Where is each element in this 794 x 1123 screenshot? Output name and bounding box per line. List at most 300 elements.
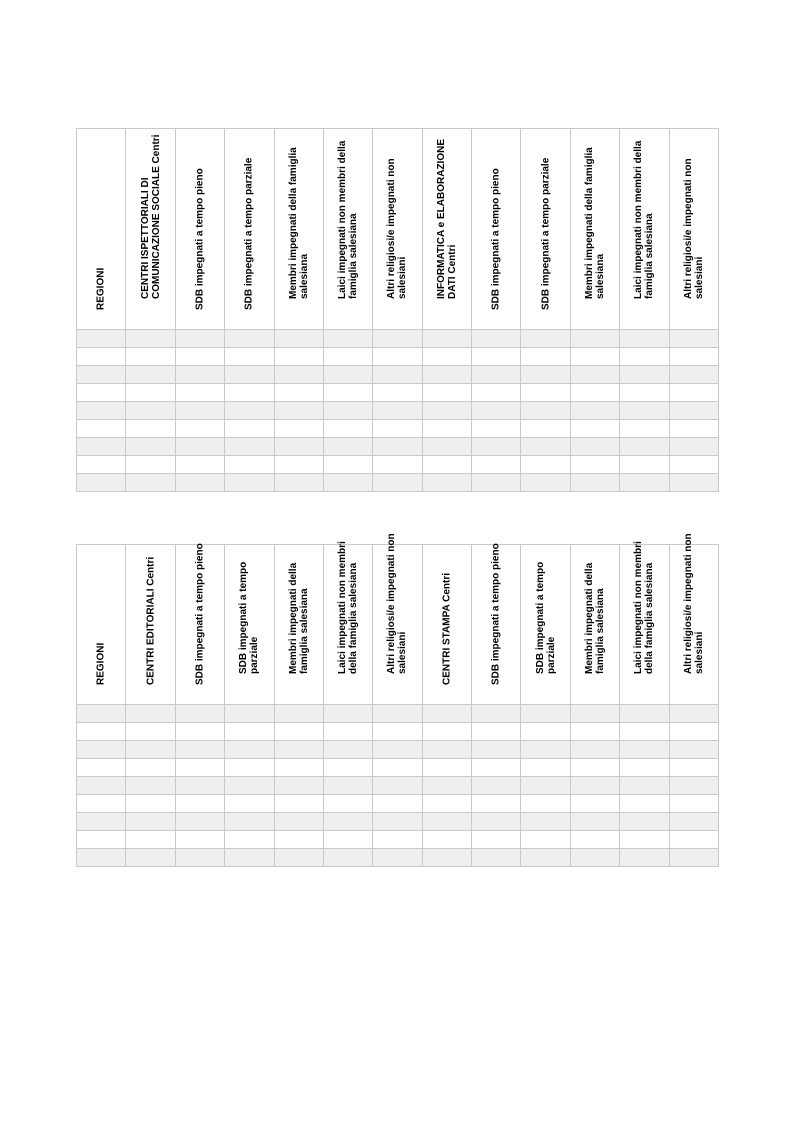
column-header-label: SDB impegnati a tempo pieno <box>490 543 502 685</box>
table-cell <box>175 366 224 384</box>
table-cell <box>323 849 372 867</box>
table-cell <box>373 777 422 795</box>
table-cell <box>225 402 274 420</box>
column-header-label: CENTRI EDITORIALI Centri <box>145 556 157 685</box>
table-cell <box>472 759 521 777</box>
table-cell <box>77 474 126 492</box>
table-cell <box>77 366 126 384</box>
column-header-label: Laici impegnati non membri della famiglia salesiana <box>337 140 360 299</box>
table-cell <box>274 831 323 849</box>
table-cell <box>521 705 570 723</box>
table-cell <box>422 813 471 831</box>
table-cell <box>373 795 422 813</box>
table-cell <box>570 348 619 366</box>
table-cell <box>521 795 570 813</box>
table-cell <box>77 456 126 474</box>
table-cell <box>175 420 224 438</box>
table-cell <box>126 330 175 348</box>
table-row <box>77 330 719 348</box>
table-cell <box>77 759 126 777</box>
column-header-regioni <box>77 545 126 705</box>
table-cell <box>225 777 274 795</box>
table-cell <box>570 384 619 402</box>
table-cell <box>570 759 619 777</box>
table-cell <box>570 831 619 849</box>
column-header-altri-religiosi-e-impegnati-non-salesian <box>373 533 422 705</box>
table-row <box>77 777 719 795</box>
table-cell <box>669 420 719 438</box>
table-cell <box>422 849 471 867</box>
table-cell <box>225 438 274 456</box>
table-cell <box>620 348 669 366</box>
table-row <box>77 438 719 456</box>
column-header-sdb-impegnati-a-tempo-pieno <box>472 129 521 330</box>
table-cell <box>175 795 224 813</box>
table-cell <box>175 849 224 867</box>
table-cell <box>175 438 224 456</box>
table-cell <box>422 723 471 741</box>
table-cell <box>570 813 619 831</box>
table-row <box>77 723 719 741</box>
table-cell <box>472 348 521 366</box>
column-header-sdb-impegnati-a-tempo-pieno <box>175 545 224 705</box>
table-cell <box>570 705 619 723</box>
table-cell <box>175 831 224 849</box>
column-header-sdb-impegnati-a-tempo-parziale <box>521 545 570 705</box>
table-cell <box>669 849 719 867</box>
table-cell <box>373 723 422 741</box>
table-cell <box>620 741 669 759</box>
table-cell <box>225 795 274 813</box>
table-cell <box>620 777 669 795</box>
table-cell <box>126 438 175 456</box>
table-cell <box>669 741 719 759</box>
table-cell <box>77 723 126 741</box>
table-cell <box>274 438 323 456</box>
column-header-label: REGIONI <box>95 267 107 310</box>
table-cell <box>175 705 224 723</box>
column-header-sdb-impegnati-a-tempo-parziale <box>225 545 274 705</box>
column-header-label: Altri religiosi/e impegnati non salesiani <box>682 158 705 299</box>
table-cell <box>472 705 521 723</box>
table-cell <box>323 777 372 795</box>
table-cell <box>126 366 175 384</box>
table-cell <box>472 741 521 759</box>
table-editoriali-stampa <box>76 533 719 867</box>
table-cell <box>373 420 422 438</box>
table-cell <box>373 474 422 492</box>
table-cell <box>570 420 619 438</box>
table-cell <box>77 420 126 438</box>
table-cell <box>669 330 719 348</box>
table-cell <box>422 741 471 759</box>
table-cell <box>422 366 471 384</box>
table-cell <box>620 438 669 456</box>
table-cell <box>274 849 323 867</box>
table-cell <box>570 741 619 759</box>
table-cell <box>620 474 669 492</box>
table-cell <box>521 438 570 456</box>
table-cell <box>669 813 719 831</box>
column-header-membri-impegnati-della-famiglia-salesian <box>570 545 619 705</box>
table-cell <box>620 705 669 723</box>
table-cell <box>274 420 323 438</box>
table-cell <box>323 366 372 384</box>
table-cell <box>620 402 669 420</box>
table-cell <box>175 348 224 366</box>
table-cell <box>472 795 521 813</box>
table-cell <box>521 366 570 384</box>
table-cell <box>225 366 274 384</box>
table-row <box>77 759 719 777</box>
table-cell <box>225 831 274 849</box>
table-cell <box>472 456 521 474</box>
table-row <box>77 402 719 420</box>
table-cell <box>521 474 570 492</box>
table-cell <box>126 456 175 474</box>
table-cell <box>472 849 521 867</box>
table-cell <box>77 831 126 849</box>
table-cell <box>274 741 323 759</box>
table-cell <box>570 330 619 348</box>
table-cell <box>472 474 521 492</box>
table-cell <box>669 402 719 420</box>
table-cell <box>126 348 175 366</box>
table-cell <box>373 813 422 831</box>
column-header-membri-impegnati-della-famiglia-salesian <box>274 129 323 330</box>
table-cell <box>472 420 521 438</box>
table-cell <box>175 813 224 831</box>
table-cell <box>323 759 372 777</box>
table-cell <box>472 330 521 348</box>
table-cell <box>225 330 274 348</box>
column-header-label: SDB impegnati a tempo pieno <box>490 168 502 310</box>
column-header-label: Altri religiosi/e impegnati non salesiani <box>682 533 705 674</box>
table-cell <box>225 813 274 831</box>
column-header-label: SDB impegnati a tempo parziale <box>534 561 557 674</box>
column-header-label: CENTRI STAMPA Centri <box>441 572 453 685</box>
table-row <box>77 795 719 813</box>
table-cell <box>669 456 719 474</box>
table-cell <box>323 438 372 456</box>
table-row <box>77 474 719 492</box>
table-cell <box>77 330 126 348</box>
table-cell <box>570 795 619 813</box>
table-cell <box>225 849 274 867</box>
table-cell <box>274 813 323 831</box>
table-cell <box>323 420 372 438</box>
table-cell <box>472 831 521 849</box>
table-cell <box>373 402 422 420</box>
table-cell <box>570 366 619 384</box>
table-row <box>77 705 719 723</box>
table-cell <box>274 759 323 777</box>
table-cell <box>521 420 570 438</box>
table-cell <box>472 777 521 795</box>
column-header-label: Altri religiosi/e impegnati non salesiani <box>386 158 409 299</box>
table-cell <box>422 831 471 849</box>
column-header-label: SDB impegnati a tempo parziale <box>243 157 255 310</box>
table-cell <box>77 849 126 867</box>
table-body <box>77 330 719 492</box>
table-cell <box>521 456 570 474</box>
column-header-label: Laici impegnati non membri della famiglia salesiana <box>337 541 360 674</box>
table-cell <box>323 402 372 420</box>
table-cell <box>126 759 175 777</box>
table-cell <box>126 384 175 402</box>
table-cell <box>274 795 323 813</box>
table-cell <box>175 384 224 402</box>
table-cell <box>521 813 570 831</box>
table-cell <box>77 705 126 723</box>
column-header-centri-editoriali-centri <box>126 545 175 705</box>
column-header-label: SDB impegnati a tempo parziale <box>540 157 552 310</box>
table-cell <box>323 348 372 366</box>
table-cell <box>422 474 471 492</box>
table-cell <box>669 705 719 723</box>
table-cell <box>77 384 126 402</box>
table-cell <box>373 456 422 474</box>
table-comunicazione-informatica <box>76 128 719 492</box>
column-header-centri-stampa-centri <box>422 545 471 705</box>
table-cell <box>472 723 521 741</box>
table-cell <box>323 741 372 759</box>
column-header-regioni <box>77 129 126 330</box>
column-header-label: Membri impegnati della famiglia salesiana <box>287 147 310 299</box>
table-cell <box>521 723 570 741</box>
table-cell <box>175 741 224 759</box>
table-cell <box>521 759 570 777</box>
table-cell <box>323 330 372 348</box>
table-cell <box>620 813 669 831</box>
column-header-sdb-impegnati-a-tempo-parziale <box>521 129 570 330</box>
table-cell <box>373 831 422 849</box>
column-header-label: CENTRI ISPETTORIALI DI COMUNICAZIONE SOCIALE Centri <box>139 134 162 299</box>
table-cell <box>422 777 471 795</box>
table-cell <box>521 849 570 867</box>
table-cell <box>472 402 521 420</box>
table-cell <box>126 705 175 723</box>
table-cell <box>175 759 224 777</box>
column-header-laici-impegnati-non-membri-della-famigli <box>323 129 372 330</box>
table-cell <box>669 366 719 384</box>
table-cell <box>373 741 422 759</box>
header-row <box>77 545 719 705</box>
table-row <box>77 456 719 474</box>
table-cell <box>373 438 422 456</box>
table-cell <box>422 402 471 420</box>
table-cell <box>669 438 719 456</box>
table-cell <box>274 330 323 348</box>
column-header-sdb-impegnati-a-tempo-parziale <box>225 129 274 330</box>
table-cell <box>77 348 126 366</box>
table-cell <box>669 777 719 795</box>
table-cell <box>422 705 471 723</box>
column-header-label: SDB impegnati a tempo parziale <box>238 561 261 674</box>
table-cell <box>472 438 521 456</box>
table-body <box>77 705 719 867</box>
table-cell <box>669 831 719 849</box>
table-row <box>77 420 719 438</box>
column-header-label: REGIONI <box>95 642 107 685</box>
table-cell <box>274 384 323 402</box>
table-cell <box>669 723 719 741</box>
column-header-membri-impegnati-della-famiglia-salesian <box>570 129 619 330</box>
table-cell <box>126 813 175 831</box>
table-cell <box>323 831 372 849</box>
table-cell <box>77 813 126 831</box>
table-cell <box>175 402 224 420</box>
table-cell <box>422 348 471 366</box>
column-header-sdb-impegnati-a-tempo-pieno <box>175 129 224 330</box>
table-cell <box>570 777 619 795</box>
table-cell <box>521 777 570 795</box>
table-cell <box>77 741 126 759</box>
table-cell <box>373 384 422 402</box>
table-cell <box>274 456 323 474</box>
column-header-sdb-impegnati-a-tempo-pieno <box>472 545 521 705</box>
table-cell <box>175 456 224 474</box>
table-cell <box>126 849 175 867</box>
table-cell <box>521 348 570 366</box>
column-header-altri-religiosi-e-impegnati-non-salesian <box>669 129 719 330</box>
table-cell <box>521 330 570 348</box>
table-cell <box>323 474 372 492</box>
table-cell <box>472 366 521 384</box>
column-header-altri-religiosi-e-impegnati-non-salesian <box>373 129 422 330</box>
table-cell <box>77 795 126 813</box>
table-cell <box>323 795 372 813</box>
table-cell <box>620 849 669 867</box>
table-cell <box>669 384 719 402</box>
table-cell <box>422 330 471 348</box>
table-row <box>77 831 719 849</box>
table-cell <box>373 705 422 723</box>
table-cell <box>225 456 274 474</box>
table-cell <box>225 723 274 741</box>
column-header-altri-religiosi-e-impegnati-non-salesian <box>669 533 719 705</box>
table-cell <box>422 438 471 456</box>
table-cell <box>126 474 175 492</box>
table-cell <box>126 420 175 438</box>
table-cell <box>620 384 669 402</box>
table-cell <box>225 474 274 492</box>
table-cell <box>472 384 521 402</box>
column-header-label: Membri impegnati della famiglia salesiana <box>583 562 606 674</box>
table-cell <box>570 723 619 741</box>
table-cell <box>323 705 372 723</box>
table-cell <box>570 456 619 474</box>
table-cell <box>521 402 570 420</box>
table-cell <box>274 705 323 723</box>
table-cell <box>521 741 570 759</box>
table-cell <box>77 402 126 420</box>
table-cell <box>225 741 274 759</box>
column-header-label: INFORMATICA e ELABORAZIONE DATI Centri <box>435 139 458 299</box>
table-row <box>77 741 719 759</box>
table-cell <box>126 831 175 849</box>
table-row <box>77 348 719 366</box>
table-cell <box>274 348 323 366</box>
table-cell <box>323 384 372 402</box>
table-cell <box>373 849 422 867</box>
table-cell <box>472 813 521 831</box>
table-cell <box>669 795 719 813</box>
table-cell <box>620 759 669 777</box>
table-cell <box>669 348 719 366</box>
table-cell <box>126 777 175 795</box>
table-cell <box>620 795 669 813</box>
table-cell <box>225 705 274 723</box>
table-cell <box>77 777 126 795</box>
table-cell <box>274 474 323 492</box>
column-header-laici-impegnati-non-membri-della-famigli <box>620 129 669 330</box>
column-header-label: Laici impegnati non membri della famiglia salesiana <box>633 541 656 674</box>
table-cell <box>126 741 175 759</box>
column-header-centri-ispettoriali-di-comunicazione-soc <box>126 129 175 330</box>
column-header-membri-impegnati-della-famiglia-salesian <box>274 545 323 705</box>
table-cell <box>669 759 719 777</box>
table-row <box>77 366 719 384</box>
table-cell <box>175 474 224 492</box>
table-cell <box>225 348 274 366</box>
table-cell <box>175 330 224 348</box>
column-header-label: SDB impegnati a tempo pieno <box>194 543 206 685</box>
table-cell <box>521 831 570 849</box>
table-cell <box>274 366 323 384</box>
table-row <box>77 849 719 867</box>
table-cell <box>175 777 224 795</box>
column-header-label: Membri impegnati della famiglia salesiana <box>287 562 310 674</box>
table-cell <box>620 723 669 741</box>
table-cell <box>422 795 471 813</box>
table-cell <box>620 366 669 384</box>
table-cell <box>620 420 669 438</box>
table-cell <box>422 759 471 777</box>
table-cell <box>570 402 619 420</box>
table-cell <box>521 384 570 402</box>
table-cell <box>225 420 274 438</box>
table-cell <box>126 402 175 420</box>
table-cell <box>422 420 471 438</box>
column-header-label: SDB impegnati a tempo pieno <box>194 168 206 310</box>
table-cell <box>669 474 719 492</box>
column-header-laici-impegnati-non-membri-della-famigli <box>323 541 372 705</box>
table-cell <box>323 723 372 741</box>
table-cell <box>422 456 471 474</box>
table-cell <box>126 723 175 741</box>
table-cell <box>274 723 323 741</box>
table-cell <box>126 795 175 813</box>
column-header-label: Laici impegnati non membri della famiglia salesiana <box>633 140 656 299</box>
table-cell <box>225 384 274 402</box>
table-cell <box>620 456 669 474</box>
table-row <box>77 384 719 402</box>
table-cell <box>77 438 126 456</box>
table-cell <box>422 384 471 402</box>
table-cell <box>274 402 323 420</box>
column-header-laici-impegnati-non-membri-della-famigli <box>620 541 669 705</box>
table-cell <box>373 330 422 348</box>
table-cell <box>620 831 669 849</box>
table-cell <box>373 366 422 384</box>
column-header-label: Membri impegnati della famiglia salesiana <box>583 147 606 299</box>
table-cell <box>323 456 372 474</box>
column-header-label: Altri religiosi/e impegnati non salesiani <box>386 533 409 674</box>
table-cell <box>620 330 669 348</box>
table-row <box>77 813 719 831</box>
table-cell <box>373 348 422 366</box>
